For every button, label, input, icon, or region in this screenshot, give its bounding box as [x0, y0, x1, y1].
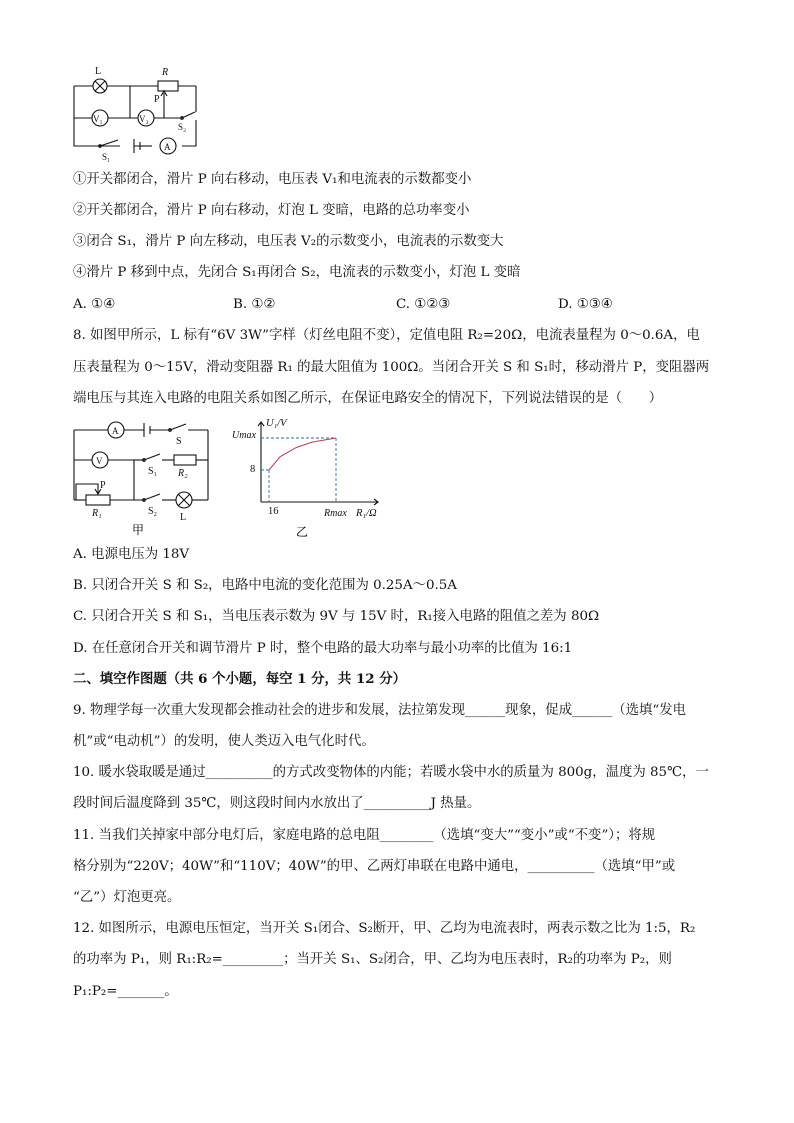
q7-statement-2: ②开关都闭合，滑片 P 向右移动，灯泡 L 变暗，电路的总功率变小	[73, 203, 470, 218]
q8-option-c: C. 只闭合开关 S 和 S₁，当电压表示数为 9V 与 15V 时，R₁接入电路的阻值之差为 80Ω	[73, 609, 600, 624]
q8-text-line-1: 8. 如图甲所示，L 标有“6V 3W”字样（灯丝电阻不变），定值电阻 R₂=20Ω，电流表量程为 0～0.6A，电	[73, 328, 700, 343]
q8-option-a: A. 电源电压为 18V	[73, 547, 190, 562]
x-tick-16: 16	[268, 506, 279, 517]
ammeter-label-jia: A	[112, 426, 119, 436]
x-tick-rmax: Rmax	[324, 508, 347, 519]
q7-statement-3: ③闭合 S₁，滑片 P 向左移动，电压表 V₂的示数变小，电流表的示数变大	[73, 234, 504, 249]
q8-option-b: B. 只闭合开关 S 和 S₂，电路中电流的变化范围为 0.25A～0.5A	[73, 578, 457, 593]
switch-s2-label-jia: S₂	[148, 506, 158, 517]
q8-text-line-3: 端电压与其连入电路的电阻关系如图乙所示，在保证电路安全的情况下，下列说法错误的是（ ）	[73, 391, 663, 406]
x-axis-label: R₁/Ω	[356, 508, 377, 519]
q9-text-line-2: 机”或“电动机”）的发明，使人类迈入电气化时代。	[73, 734, 375, 749]
q8-text-line-2: 压表量程为 0～15V，滑动变阻器 R₁ 的最大阻值为 100Ω。当闭合开关 S 和 S₁时，移动滑片 P，变阻器两	[73, 360, 710, 375]
q7-option-d: D. ①③④	[558, 297, 613, 312]
lamp-label: L	[95, 66, 102, 77]
figure-caption-jia: 甲	[132, 523, 145, 537]
s2-label: S₂	[178, 122, 187, 132]
switch-s1-label-jia: S₁	[148, 466, 158, 477]
q12-text-line-1: 12. 如图所示，电源电压恒定，当开关 S₁闭合、S₂断开，甲、乙均为电流表时，两表示数之比为 1:5，R₂	[73, 921, 696, 936]
q7-option-c: C. ①②③	[396, 297, 451, 312]
r2-label: R₂	[178, 468, 188, 479]
q8-circuit-figure-jia	[68, 418, 218, 540]
series-curve	[269, 438, 336, 470]
q10-text-line-2: 段时间后温度降到 35℃，则这段时间内水放出了__________J 热量。	[73, 796, 481, 811]
y-tick-8: 8	[250, 464, 256, 475]
section-heading: 二、填空作图题（共 6 个小题，每空 1 分，共 12 分）	[73, 671, 407, 687]
y-axis-label: U₁/V	[266, 418, 287, 429]
q10-text-line-1: 10. 暖水袋取暖是通过__________的方式改变物体的内能；若暖水袋中水的质量为 800g，温度为 85℃，一	[73, 765, 709, 780]
ammeter-label: A	[164, 142, 171, 152]
q11-text-line-1: 11. 当我们关掉家中部分电灯后，家庭电路的总电阻________（选填“变大”“变小”或“不变”）；将规	[73, 828, 656, 843]
voltmeter-label-jia: V	[96, 456, 103, 466]
q7-statement-1: ①开关都闭合，滑片 P 向右移动，电压表 V₁和电流表的示数都变小	[73, 172, 472, 187]
slider-p-label-jia: P	[100, 480, 106, 491]
v2-label: V₂	[139, 114, 149, 124]
y-tick-umax: Umax	[232, 430, 256, 441]
q12-text-line-2: 的功率为 P₁，则 R₁:R₂=_________；当开关 S₁、S₂闭合，甲、乙均为电压表时，R₂的功率为 P₂，则	[73, 952, 672, 967]
q7-circuit-figure	[60, 62, 210, 166]
q8-option-d: D. 在任意闭合开关和调节滑片 P 时，整个电路的最大功率与最小功率的比值为 16:1	[73, 641, 573, 656]
lamp-label-jia: L	[180, 512, 187, 523]
s1-label: S₁	[102, 152, 111, 162]
slider-label: P	[154, 94, 160, 105]
q12-text-line-3: P₁:P₂=_______。	[73, 984, 178, 999]
q7-statement-4: ④滑片 P 移到中点，先闭合 S₁再闭合 S₂，电流表的示数变小，灯泡 L 变暗	[73, 265, 521, 280]
r1-label: R₁	[92, 508, 102, 519]
q8-chart-yi	[228, 412, 398, 542]
q11-text-line-2: 格分别为“220V；40W”和“110V；40W”的甲、乙两灯串联在电路中通电，__________（选填“甲”或	[73, 859, 676, 874]
q7-option-b: B. ①②	[233, 297, 276, 312]
resistor-label: R	[162, 67, 169, 78]
figure-caption-yi: 乙	[296, 525, 309, 539]
v1-label: V₁	[93, 114, 103, 124]
switch-s-label: S	[176, 436, 182, 447]
q9-text-line-1: 9. 物理学每一次重大发现都会推动社会的进步和发展，法拉第发现______现象，促成______（选填“发电	[73, 703, 687, 718]
q11-text-line-3: “乙”）灯泡更亮。	[73, 890, 181, 905]
q7-option-a: A. ①④	[73, 297, 116, 312]
